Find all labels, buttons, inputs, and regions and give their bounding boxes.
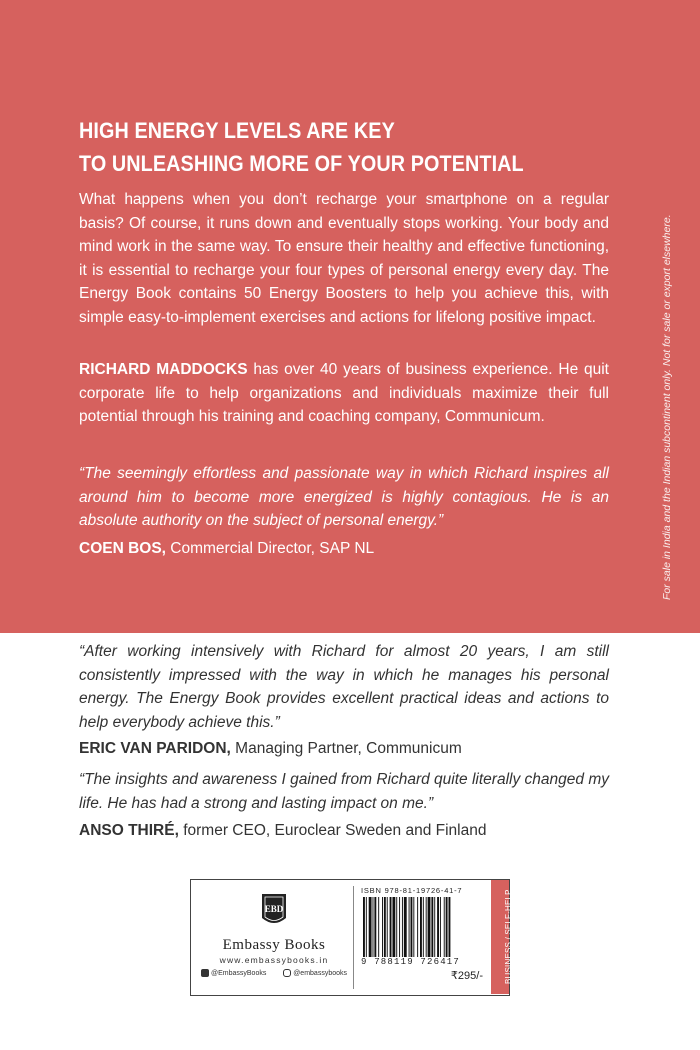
author-name: RICHARD MADDOCKS xyxy=(79,361,248,378)
sale-territory-note: For sale in India and the Indian subcontinent only. Not for sale or export elsewhere. xyxy=(661,214,673,600)
testimonial-quote-2: “After working intensively with Richard for almost 20 years, I am still consistently impressed with the way in which he manages his personal energy. The Energy Book provides excellent practical ideas and actions to help everybody achieve this.” xyxy=(79,643,609,731)
barcode-icon xyxy=(361,897,485,957)
testimonial-name-3: ANSO THIRÉ, xyxy=(79,822,179,839)
testimonial-quote-1: “The seemingly effortless and passionate way in which Richard inspires all around him to become more energized is highly contagious. He is an absolute authority on the subject of personal energy.” xyxy=(79,465,609,530)
publisher-url: www.embassybooks.in xyxy=(219,955,329,965)
box-divider xyxy=(353,886,354,989)
facebook-handle-text: @EmbassyBooks xyxy=(211,969,267,977)
instagram-icon xyxy=(283,969,291,977)
blurb-paragraph: What happens when you don’t recharge your smartphone on a regular basis? Of course, it runs down and eventually stops working. Your body and mind work in the same way. To ensure their healthy and effective functioning, it is essential to recharge your four types of personal energy every day. The Energy Book contains 50 Energy Boosters to help you achieve this, with simple easy-to-implement exercises and actions for lifelong positive impact. xyxy=(79,191,609,326)
author-bio-text: has over 40 years of business experience. He quit corporate life to help organizations and individuals maximize their full potential through his training and coaching company, Communicum. xyxy=(79,361,609,426)
testimonial-name-1: COEN BOS, xyxy=(79,540,166,557)
publisher-barcode-box xyxy=(190,879,513,996)
author-bio xyxy=(79,358,609,429)
category-strip xyxy=(491,880,513,994)
heading-line-2: TO UNLEASHING MORE OF YOUR POTENTIAL xyxy=(79,151,524,176)
facebook-icon xyxy=(201,969,209,977)
facebook-handle xyxy=(201,969,266,977)
price-tag: ₹295/- xyxy=(450,970,483,982)
testimonial-role-1: Commercial Director, SAP NL xyxy=(165,540,375,557)
publisher-logo-text: EBD xyxy=(264,904,284,914)
testimonial-role-2: Managing Partner, Communicum xyxy=(230,740,462,757)
heading-line-1: HIGH ENERGY LEVELS ARE KEY xyxy=(79,118,395,143)
instagram-handle-text: @embassybooks xyxy=(293,969,347,977)
testimonial-name-2: ERIC VAN PARIDON, xyxy=(79,740,231,757)
back-cover-heading xyxy=(79,114,583,180)
publisher-social xyxy=(199,969,349,977)
publisher-logo-icon xyxy=(259,890,289,930)
testimonial-attribution-2 xyxy=(79,738,462,760)
testimonial-attribution-3 xyxy=(79,820,486,842)
instagram-handle xyxy=(283,969,347,977)
publisher-name: Embassy Books xyxy=(222,937,326,953)
testimonial-role-3: former CEO, Euroclear Sweden and Finland xyxy=(178,822,487,839)
testimonial-quote-3: “The insights and awareness I gained from Richard quite literally changed my life. He has had a strong and lasting impact on me.” xyxy=(79,771,609,812)
barcode-digits: 9 788119 726417 xyxy=(361,957,461,967)
publisher-block xyxy=(199,888,349,988)
barcode-block xyxy=(361,886,485,991)
isbn-text: ISBN 978-81-19726-41-7 xyxy=(361,886,463,895)
category-label: BUSINESS / SELF-HELP xyxy=(504,889,513,984)
testimonial-attribution-1 xyxy=(79,538,374,560)
